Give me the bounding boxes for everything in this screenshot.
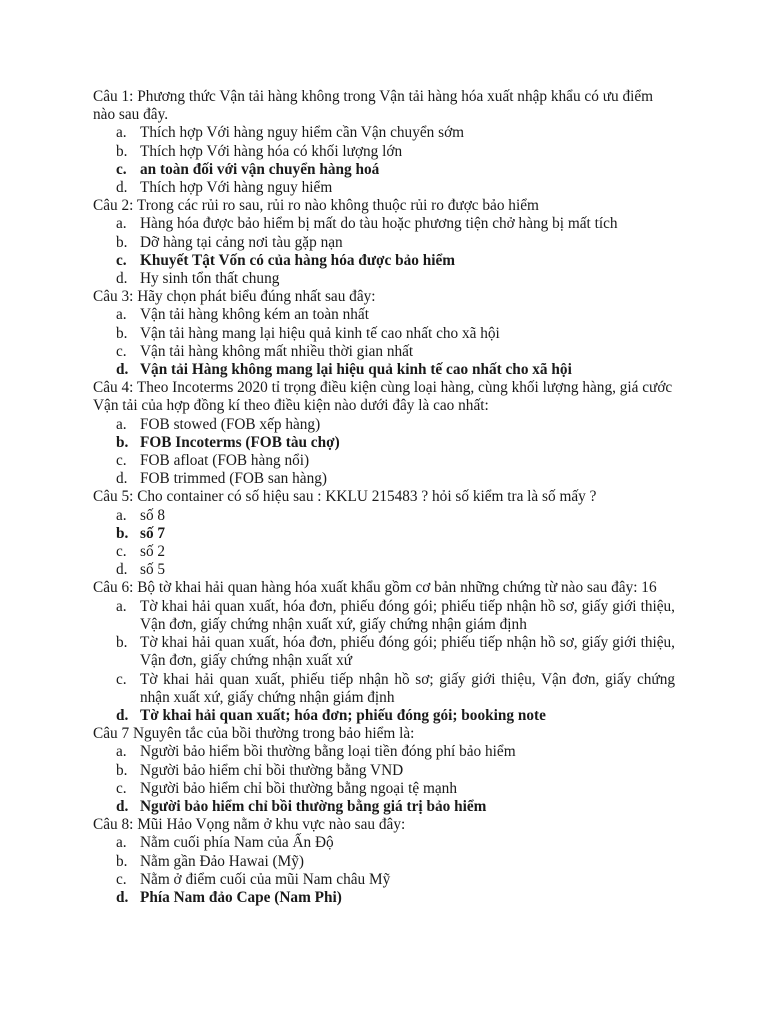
option-text: Người bảo hiểm bồi thường bằng loại tiền đóng phí bảo hiểm [140, 743, 516, 761]
option-label-cell [93, 707, 140, 725]
option-text: số 8 [140, 506, 166, 524]
question-block [93, 725, 675, 816]
option-label-cell [93, 434, 140, 452]
option-label: c. [116, 543, 127, 561]
answer-option-correct [93, 434, 675, 452]
option-label: a. [116, 215, 127, 233]
question-block [93, 816, 675, 907]
answer-option [93, 470, 675, 488]
answer-option [93, 179, 675, 197]
option-text: số 2 [140, 543, 166, 561]
option-label-cell [93, 361, 140, 379]
answer-option [93, 215, 675, 233]
option-text: Vận tải Hàng không mang lại hiệu quả kinh tế cao nhất cho xã hội [140, 361, 572, 379]
option-label-cell [93, 270, 140, 288]
question-block [93, 88, 675, 197]
option-label-cell [93, 234, 140, 252]
option-label-cell [93, 780, 140, 798]
option-label-cell [93, 452, 140, 470]
option-label-cell [93, 834, 140, 852]
option-label: b. [116, 433, 129, 451]
option-label: b. [116, 524, 129, 542]
option-label: b. [116, 142, 128, 160]
option-text: FOB Incoterms (FOB tàu chợ) [140, 433, 340, 451]
question-text: Câu 8: Mũi Hảo Vọng nằm ở khu vực nào sau đây: [93, 816, 406, 834]
option-text: Nằm gần Đảo Hawai (Mỹ) [140, 852, 304, 870]
question-text: Câu 2: Trong các rủi ro sau, rủi ro nào không thuộc rủi ro được bảo hiểm [93, 197, 539, 215]
option-text: FOB afloat (FOB hàng nổi) [140, 452, 310, 470]
answer-option [93, 306, 675, 324]
answer-option [93, 762, 675, 780]
option-label: b. [116, 761, 128, 779]
answer-options [93, 215, 675, 288]
answer-option [93, 124, 675, 142]
option-label-cell [93, 598, 140, 634]
option-text: Phía Nam đảo Cape (Nam Phi) [140, 888, 342, 906]
answer-option [93, 234, 675, 252]
option-label-cell [93, 470, 140, 488]
option-label: a. [116, 124, 127, 142]
option-text: Nằm cuối phía Nam của Ấn Độ [140, 834, 334, 852]
option-label-cell [93, 743, 140, 761]
option-label: b. [116, 324, 128, 342]
option-label-cell [93, 252, 140, 270]
option-label: a. [116, 415, 127, 433]
option-label-cell [93, 215, 140, 233]
answer-option-correct [93, 252, 675, 270]
option-text: Nằm ở điểm cuối của mũi Nam châu Mỹ [140, 870, 391, 888]
option-label: d. [116, 179, 128, 197]
option-text: Vận tải hàng không mất nhiều thời gian nhất [140, 342, 414, 360]
option-label: c. [116, 452, 127, 470]
answer-options [93, 306, 675, 379]
answer-option [93, 543, 675, 561]
option-text: Thích hợp Với hàng hóa có khối lượng lớn [140, 142, 403, 160]
answer-option [93, 325, 675, 343]
answer-option-correct [93, 161, 675, 179]
answer-option [93, 143, 675, 161]
answer-option [93, 270, 675, 288]
option-label: c. [116, 251, 127, 269]
option-text: Vận tải hàng không kém an toàn nhất [140, 306, 369, 324]
option-label-cell [93, 871, 140, 889]
option-label-cell [93, 306, 140, 324]
option-label-cell [93, 179, 140, 197]
option-label-cell [93, 543, 140, 561]
option-label-cell [93, 416, 140, 434]
answer-option-correct [93, 889, 675, 907]
answer-options [93, 598, 675, 725]
option-label: d. [116, 888, 129, 906]
answer-option-correct [93, 707, 675, 725]
option-text: Dỡ hàng tại cảng nơi tàu gặp nạn [140, 233, 343, 251]
option-label: a. [116, 597, 127, 615]
option-text: Khuyết Tật Vốn có của hàng hóa được bảo hiểm [140, 251, 455, 269]
option-label: b. [116, 233, 128, 251]
answer-options [93, 416, 675, 489]
question-text: Câu 4: Theo Incoterms 2020 tỉ trọng điều kiện cùng loại hàng, cùng khối lượng hàng, giá cước Vận tải của hợp đồng kí theo điều kiện nào dưới đây là cao nhất: [93, 379, 673, 415]
option-label-cell [93, 762, 140, 780]
option-text: số 5 [140, 561, 166, 579]
option-label: a. [116, 834, 127, 852]
option-label: d. [116, 270, 128, 288]
option-text: Tờ khai hải quan xuất; hóa đơn; phiếu đóng gói; booking note [140, 706, 546, 724]
option-label: d. [116, 706, 129, 724]
question-block [93, 488, 675, 579]
option-text: Hy sinh tổn thất chung [140, 270, 280, 288]
answer-option-correct [93, 361, 675, 379]
option-label: d. [116, 361, 129, 379]
option-label: d. [116, 561, 128, 579]
option-label-cell [93, 507, 140, 525]
option-label-cell [93, 889, 140, 907]
answer-option-correct [93, 525, 675, 543]
option-label: c. [116, 670, 127, 688]
answer-options [93, 507, 675, 580]
option-label-cell [93, 561, 140, 579]
answer-option [93, 598, 675, 634]
option-text: Người bảo hiểm chỉ bồi thường bằng ngoại tệ mạnh [140, 779, 457, 797]
answer-option [93, 780, 675, 798]
answer-option [93, 671, 675, 707]
question-text: Câu 6: Bộ tờ khai hải quan hàng hóa xuất khẩu gồm cơ bản những chứng từ nào sau đây: 16 [93, 579, 657, 597]
question-block [93, 197, 675, 288]
option-text: Hàng hóa được bảo hiểm bị mất do tàu hoặc phương tiện chở hàng bị mất tích [140, 215, 618, 233]
answer-option-correct [93, 798, 675, 816]
option-label: b. [116, 852, 128, 870]
option-text: Thích hợp Với hàng nguy hiểm cần Vận chuyển sớm [140, 124, 465, 142]
option-text: Người bảo hiểm chỉ bồi thường bằng VND [140, 761, 404, 779]
answer-option [93, 853, 675, 871]
option-text: Tờ khai hải quan xuất, hóa đơn, phiếu đóng gói; phiếu tiếp nhận hồ sơ, giấy giới thiệu, Vận đơn, giấy chứng nhận xuất xứ, giấy chứng nhận giám định [140, 597, 675, 633]
option-label-cell [93, 161, 140, 179]
question-block [93, 288, 675, 379]
answer-option [93, 871, 675, 889]
option-label-cell [93, 671, 140, 707]
answer-option [93, 834, 675, 852]
option-label: a. [116, 506, 127, 524]
option-label: d. [116, 470, 128, 488]
question-text: Câu 3: Hãy chọn phát biểu đúng nhất sau đây: [93, 288, 376, 306]
option-text: Tờ khai hải quan xuất, hóa đơn, phiếu đóng gói; phiếu tiếp nhận hồ sơ, giấy giới thiệu, Vận đơn, giấy chứng nhận xuất xứ [140, 634, 675, 670]
option-label-cell [93, 853, 140, 871]
option-label: a. [116, 743, 127, 761]
answer-option [93, 743, 675, 761]
answer-options [93, 743, 675, 816]
option-label: c. [116, 779, 127, 797]
option-label: b. [116, 634, 128, 652]
answer-option [93, 416, 675, 434]
answer-option [93, 634, 675, 670]
option-text: Người bảo hiểm chỉ bồi thường bằng giá trị bảo hiểm [140, 797, 487, 815]
option-label: c. [116, 342, 127, 360]
option-text: FOB stowed (FOB xếp hàng) [140, 415, 321, 433]
option-label-cell [93, 798, 140, 816]
option-label-cell [93, 325, 140, 343]
option-label: c. [116, 160, 127, 178]
question-text: Câu 1: Phương thức Vận tải hàng không trong Vận tải hàng hóa xuất nhập khẩu có ưu điểm nào sau đây. [93, 88, 654, 124]
option-text: FOB trimmed (FOB san hàng) [140, 470, 327, 488]
question-text: Câu 5: Cho container có số hiệu sau : KKLU 215483 ? hỏi số kiểm tra là số mấy ? [93, 488, 597, 506]
option-text: số 7 [140, 524, 166, 542]
question-block [93, 379, 675, 488]
option-label-cell [93, 124, 140, 142]
option-text: an toàn đối với vận chuyển hàng hoá [140, 160, 380, 178]
option-label: d. [116, 797, 129, 815]
option-text: Thích hợp Với hàng nguy hiểm [140, 179, 333, 197]
option-label: a. [116, 306, 127, 324]
answer-option [93, 452, 675, 470]
question-text: Câu 7 Nguyên tắc của bồi thường trong bảo hiểm là: [93, 725, 415, 743]
option-label-cell [93, 343, 140, 361]
answer-option [93, 507, 675, 525]
question-block [93, 579, 675, 725]
option-text: Tờ khai hải quan xuất, phiếu tiếp nhận hồ sơ; giấy giới thiệu, Vận đơn, giấy chứng nhận xuất xứ, giấy chứng nhận giám định [140, 670, 675, 706]
answer-option [93, 561, 675, 579]
option-label: c. [116, 870, 127, 888]
option-text: Vận tải hàng mang lại hiệu quả kinh tế cao nhất cho xã hội [140, 324, 500, 342]
option-label-cell [93, 143, 140, 161]
answer-option [93, 343, 675, 361]
option-label-cell [93, 634, 140, 670]
quiz-content [93, 88, 675, 907]
option-label-cell [93, 525, 140, 543]
answer-options [93, 834, 675, 907]
answer-options [93, 124, 675, 197]
